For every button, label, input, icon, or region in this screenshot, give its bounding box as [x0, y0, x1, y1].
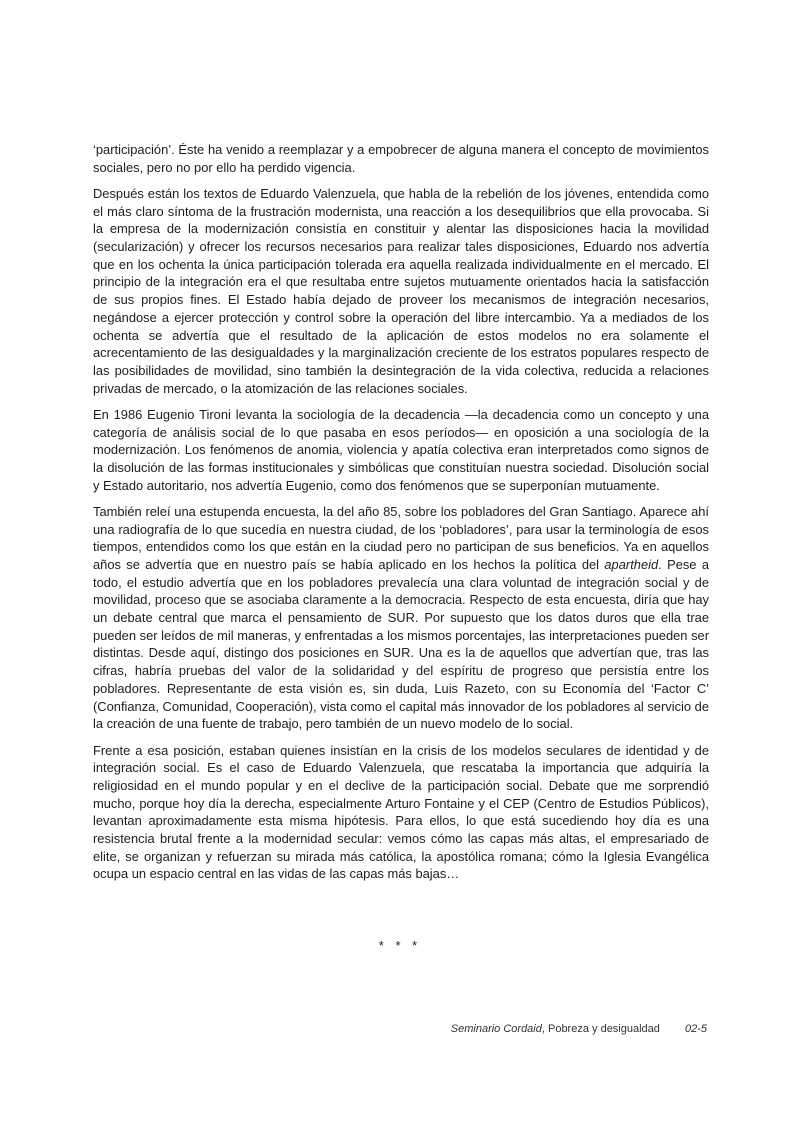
paragraph	[93, 742, 709, 884]
page-footer	[451, 1023, 707, 1035]
page-number: 02-5	[684, 1023, 707, 1035]
paragraph-text: ‘participación’. Éste ha venido a reemplazar y a empobrecer de alguna manera el concepto de movimientos sociales, pero no por ello ha perdido vigencia.	[93, 142, 709, 175]
paragraph-text: . Pese a todo, el estudio advertía que en los pobladores prevalecía una clara voluntad de integración social y de movilidad, proceso que se asociaba claramente a la democracia. Respecto de esta encuesta, diría que hay un debate central que marca el pensamiento de SUR. Por supuesto que los datos duros que ella trae pueden ser leídos de mil maneras, y enfrentadas a los mismos porcentajes, las interpretaciones pueden ser distintas. Desde aquí, distingo dos posiciones en SUR. Una es la de aquellos que advertían que, tras las cifras, habría pruebas del valor de la solidaridad y del espíritu de progreso que persistía entre los pobladores. Representante de esta visión es, sin duda, Luis Razeto, con su Economía del ‘Factor C’ (Confianza, Comunidad, Cooperación), vista como el capital más innovador de los pobladores al servicio de la creación de una fuente de trabajo, pero también de un nuevo modelo de lo social.	[93, 556, 709, 732]
footer-seminar-title: Seminario Cordaid	[450, 1023, 542, 1035]
footer-subtitle: , Pobreza y desigualdad	[541, 1023, 660, 1035]
paragraph-text: Después están los textos de Eduardo Valenzuela, que habla de la rebelión de los jóvenes, entendida como el más claro síntoma de la frustración modernista, una reacción a los desequilibrios que ella provocaba. Si la empresa de la modernización consistía en constituir y alentar las disposiciones hacia la movilidad (secularización) y ofrecer los recursos necesarios para realizar tales disposiciones, Eduardo nos advertía que en los ochenta la única participación tolerada era aquella realizada individualmente en el mercado. El principio de la integración era el que resultaba entre sujetos mutuamente orientados hacia la satisfacción de sus propios fines. El Estado había dejado de proveer los mecanismos de integración necesarios, negándose a ejercer protección y control sobre la operación del libre intercambio. Ya a mediados de los ochenta se advertía que el resultado de la aplicación de estos modelos no era solamente el acrecentamiento de las desigualdades y la marginalización creciente de los estratos populares respecto de las posibilidades de movilidad, sino también la desintegración de la vida colectiva, reducida a relaciones privadas de mercado, o la atomización de las relaciones sociales.	[93, 185, 709, 396]
paragraph-text: También releí una estupenda encuesta, la del año 85, sobre los pobladores del Gran Santiago. Aparece ahí una radiografía de lo que sucedía en nuestra ciudad, de los ‘pobladores’, para usar la terminología de esos tiempos, entendidos como los que están en la ciudad pero no participan de sus beneficios. Ya en aquellos años se advertía que en nuestro país se había aplicado en los hechos la política del	[93, 503, 709, 572]
paragraph	[93, 141, 709, 176]
body-text	[93, 141, 709, 892]
paragraph	[93, 406, 709, 495]
paragraph	[93, 503, 709, 733]
paragraph-text: Frente a esa posición, estaban quienes insistían en la crisis de los modelos seculares de identidad y de integración social. Es el caso de Eduardo Valenzuela, que rescataba la importancia que adquiría la religiosidad en el mundo popular y en el declive de la participación social. Debate que me sorprendió mucho, porque hoy día la derecha, especialmente Arturo Fontaine y el CEP (Centro de Estudios Públicos), levantan aproximadamente esta misma hipótesis. Para ellos, lo que está sucediendo hoy día es una resistencia brutal frente a la modernidad secular: vemos cómo las capas más altas, el empresariado de elite, se organizan y refuerzan su mirada más católica, la apostólica romana; cómo la Iglesia Evangélica ocupa un espacio central en las vidas de las capas más bajas…	[93, 742, 709, 882]
paragraph	[93, 185, 709, 397]
section-separator: * * *	[378, 938, 422, 953]
paragraph-text: En 1986 Eugenio Tironi levanta la sociología de la decadencia —la decadencia como un concepto y una categoría de análisis social de lo que pasaba en esos períodos— en oposición a una sociología de la modernización. Los fenómenos de anomia, violencia y apatía colectiva eran interpretados como signos de la disolución de las formas institucionales y simbólicas que constituían nuestra sociedad. Disolución social y Estado autoritario, nos advertía Eugenio, como dos fenómenos que se superponían mutuamente.	[93, 406, 709, 493]
italic-text: apartheid	[604, 556, 659, 572]
